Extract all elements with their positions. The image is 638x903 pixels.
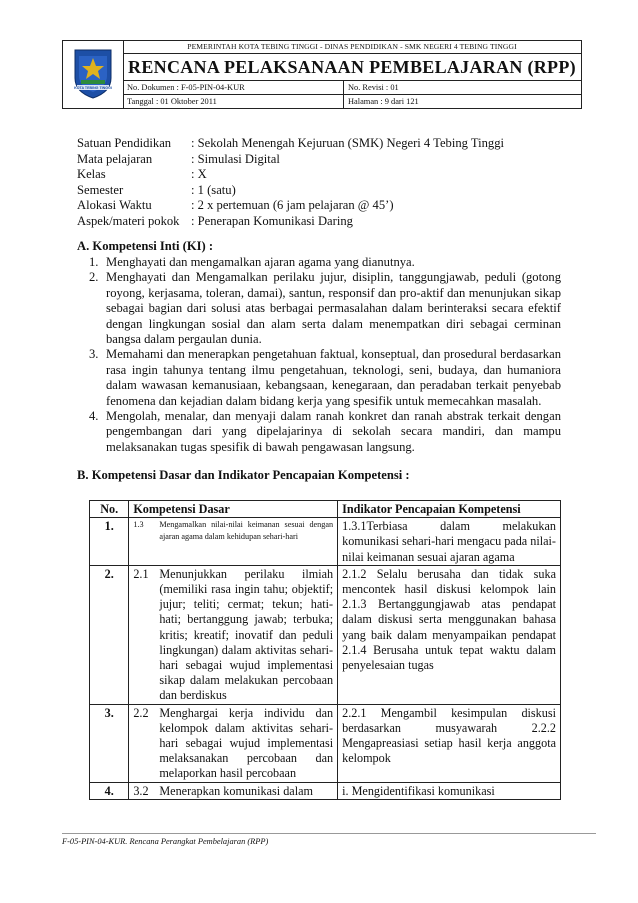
footer-divider [62, 833, 596, 834]
indicator-cell: i. Mengidentifikasi komunikasi [338, 782, 561, 799]
row-number: 1. [90, 518, 129, 566]
identity-label: Semester [77, 182, 124, 197]
indicator-cell: 2.2.1 Mengambil kesimpulan diskusi berdasarkan musyawarah 2.2.2 Mengapreasiasi setiap hasil kerja anggota kelompok [338, 704, 561, 782]
list-text: Menghayati dan mengamalkan ajaran agama yang dianutnya. [106, 255, 415, 269]
identity-label: Aspek/materi pokok [77, 213, 180, 228]
identity-label: Satuan Pendidikan [77, 136, 172, 150]
core-competency-list [89, 255, 561, 455]
meta-row-2 [123, 95, 581, 108]
identity-value: : Simulasi Digital [191, 151, 280, 166]
row-number: 4. [90, 782, 129, 799]
identity-value: : X [191, 167, 207, 182]
basic-competency-cell [129, 704, 338, 782]
identity-value: : Penerapan Komunikasi Daring [191, 213, 353, 228]
row-number: 2. [90, 565, 129, 704]
competency-text: Menghargai kerja individu dan kelompok dalam aktivitas sehari-hari sebagai wujud implementasi melaksanakan percobaan dan melaporkan hasil percobaan [159, 705, 334, 781]
section-a-heading: A. Kompetensi Inti (KI) : [77, 239, 214, 253]
column-header-kd: Kompetensi Dasar [129, 501, 338, 518]
indicator-cell: 1.3.1Terbiasa dalam melakukan komunikasi sehari-hari mengacu pada nilai-nilai keimanan sesuai ajaran agama [338, 518, 561, 566]
basic-competency-cell [129, 565, 338, 704]
revision-number: No. Revisi : 01 [348, 83, 399, 92]
identity-label: Mata pelajaran [77, 151, 153, 166]
section-b-heading: B. Kompetensi Dasar dan Indikator Pencapaian Kompetensi : [77, 468, 410, 482]
list-number: 4. [89, 409, 99, 424]
meta-row-1 [123, 81, 581, 95]
competency-code: 2.1 [133, 566, 149, 581]
identity-value: : 1 (satu) [191, 182, 236, 197]
competency-text: Mengamalkan nilai-nilai keimanan sesuai dengan ajaran agama dalam kehidupan sehari-hari [159, 520, 334, 542]
competency-text: Menerapkan komunikasi dalam [159, 783, 313, 798]
list-item [89, 347, 561, 409]
document-title: RENCANA PELAKSANAAN PEMBELAJARAN (RPP) [123, 54, 581, 81]
list-text: Memahami dan menerapkan pengetahuan faktual, konseptual, dan prosedural berdasarkan rasa ingin tahunya tentang ilmu pengetahuan, teknologi, seni, budaya, dan humaniora dalam wawasan kemanusiaan, kebangsaan, kenegaraan, dan peradaban terkait penyebab fenomena dan kejadian dalam bidang kerja yang spesifik untuk memecahkan masalah. [106, 347, 561, 408]
footer-text: F-05-PIN-04-KUR. Rencana Perangkat Pembelajaran (RPP) [62, 837, 269, 846]
identity-value: : 2 x pertemuan (6 jam pelajaran @ 45’) [191, 198, 394, 213]
page-indicator: Halaman : 9 dari 121 [348, 97, 419, 106]
list-item [89, 255, 561, 270]
list-number: 1. [89, 255, 99, 269]
table-row [90, 518, 561, 566]
column-header-indicator: Indikator Pencapaian Kompetensi [338, 501, 561, 518]
competency-text: Menunjukkan perilaku ilmiah (memiliki rasa ingin tahu; objektif; jujur; teliti; cermat; tekun; hati-hati; bertanggung jawab; terbuka; kritis; kreatif; inovatif dan peduli lingkungan) dalam aktivitas sehari-hari sebagai wujud implementasi sikap dalam melakukan percobaan dan berdiskus [159, 566, 334, 703]
list-item [89, 409, 561, 455]
row-number: 3. [90, 704, 129, 782]
table-row [90, 782, 561, 799]
identity-label: Kelas [77, 167, 106, 182]
identity-label: Alokasi Waktu [77, 198, 152, 213]
document-header [62, 40, 582, 109]
competency-code: 1.3 [133, 520, 144, 530]
basic-competency-cell [129, 518, 338, 566]
competency-code: 2.2 [133, 705, 149, 720]
list-number: 3. [89, 347, 99, 362]
indicator-cell: 2.1.2 Selalu berusaha dan tidak suka mencontek hasil diskusi kelompok lain 2.1.3 Bertanggungjawab atas pendapat dalam diskusi serta menggunakan bahasa yang baik dalam menyampaikan pendapat 2.1.4 Berusaha untuk tepat waktu dalam penyelesaian tugas [338, 565, 561, 704]
list-text: Mengolah, menalar, dan menyaji dalam ranah konkret dan ranah abstrak terkait dengan pengembangan dari yang dipelajarinya di sekolah secara mandiri, dan mampu melaksanakan tugas spesifik di bawah pengawasan langsung. [106, 409, 561, 454]
list-text: Menghayati dan Mengamalkan perilaku jujur, disiplin, tanggungjawab, peduli (gotong royong, kerjasama, toleran, damai), santun, responsif dan pro-aktif dan menunjukan sikap sebagai bagian dari solusi atas berbagai permasalahan dalam berinteraksi secara efektif dengan lingkungan sosial dan alam serta dalam menempatkan diri sebagai cerminan bangsa dalam pergaulan dunia. [106, 270, 561, 347]
basic-competency-cell [129, 782, 338, 799]
city-emblem-logo [71, 48, 115, 100]
document-date: Tanggal : 01 Oktober 2011 [123, 95, 344, 108]
government-line: PEMERINTAH KOTA TEBING TINGGI - DINAS PENDIDIKAN - SMK NEGERI 4 TEBING TINGGI [123, 41, 581, 54]
column-header-no: No. [90, 501, 129, 518]
list-item [89, 270, 561, 347]
document-number: No. Dokumen : F-05-PIN-04-KUR [123, 81, 344, 94]
logo-lettering: KOTA TEBING TINGGI [74, 86, 112, 90]
table-row [90, 704, 561, 782]
table-row [90, 565, 561, 704]
identity-value: : Sekolah Menengah Kejuruan (SMK) Negeri 4 Tebing Tinggi [191, 136, 504, 150]
list-number: 2. [89, 270, 99, 285]
table-header-row [90, 501, 561, 518]
competency-table [89, 500, 561, 800]
logo-cell [63, 41, 124, 108]
competency-code: 3.2 [133, 783, 149, 798]
